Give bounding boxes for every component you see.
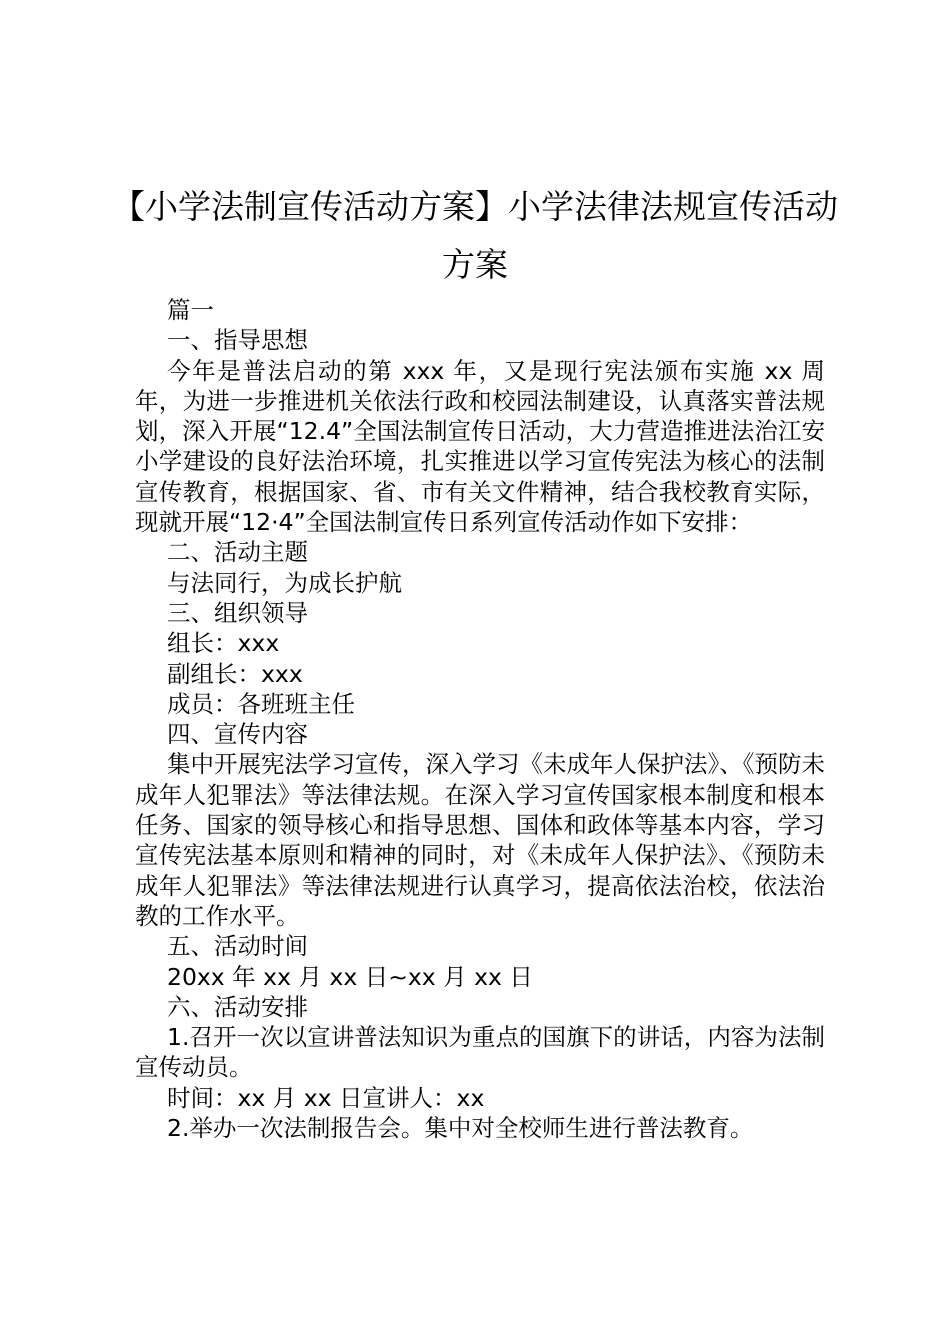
activity-time-text: 20xx 年 xx 月 xx 日~xx 月 xx 日 <box>167 962 533 991</box>
activity-theme-text: 与法同行，为成长护航 <box>167 568 402 597</box>
arrangement-item-2: 2.举办一次法制报告会。集中对全校师生进行普法教育。 <box>167 1114 754 1143</box>
document-body <box>135 295 825 1143</box>
members-line: 成员：各班班主任 <box>167 689 355 718</box>
heading-activity-theme: 二、活动主题 <box>167 538 308 567</box>
section-label: 篇一 <box>167 296 214 324</box>
document-title: 【小学法制宣传活动方案】小学法律法规宣传活动方案 <box>112 187 838 284</box>
heading-guiding-ideology: 一、指导思想 <box>167 326 308 355</box>
heading-organization: 三、组织领导 <box>167 598 308 627</box>
deputy-leader-line: 副组长：xxx <box>167 659 303 688</box>
heading-activity-arrangement: 六、活动安排 <box>167 992 308 1021</box>
heading-publicity-content: 四、宣传内容 <box>167 720 308 749</box>
paragraph-guiding-ideology: 今年是普法启动的第 xxx 年，又是现行宪法颁布实施 xx 周年，为进一步推进机关依法行政和校园法制建设，认真落实普法规划，深入开展“12.4”全国法制宣传日活动，大力营造推进法治江安小学建设的良好法治环境，扎实推进以学习宣传宪法为核心的法制宣传教育，根据国家、省、市有关文件精神，结合我校教育实际，现就开展“12·4”全国法制宣传日系列宣传活动作如下安排： <box>135 356 825 537</box>
arrangement-item-1: 1.召开一次以宣讲普法知识为重点的国旗下的讲话，内容为法制宣传动员。 <box>135 1023 825 1082</box>
heading-activity-time: 五、活动时间 <box>167 932 308 961</box>
paragraph-publicity-content: 集中开展宪法学习宣传，深入学习《未成年人保护法》、《预防未成年人犯罪法》等法律法规。在深入学习宣传国家根本制度和根本任务、国家的领导核心和指导思想、国体和政体等基本内容，学习宣传宪法基本原则和精神的同时，对《未成年人保护法》、《预防未成年人犯罪法》等法律法规进行认真学习，提高依法治校，依法治教的工作水平。 <box>135 750 825 930</box>
leader-line: 组长：xxx <box>167 629 280 658</box>
arrangement-item-1-time: 时间：xx 月 xx 日宣讲人：xx <box>167 1083 485 1112</box>
